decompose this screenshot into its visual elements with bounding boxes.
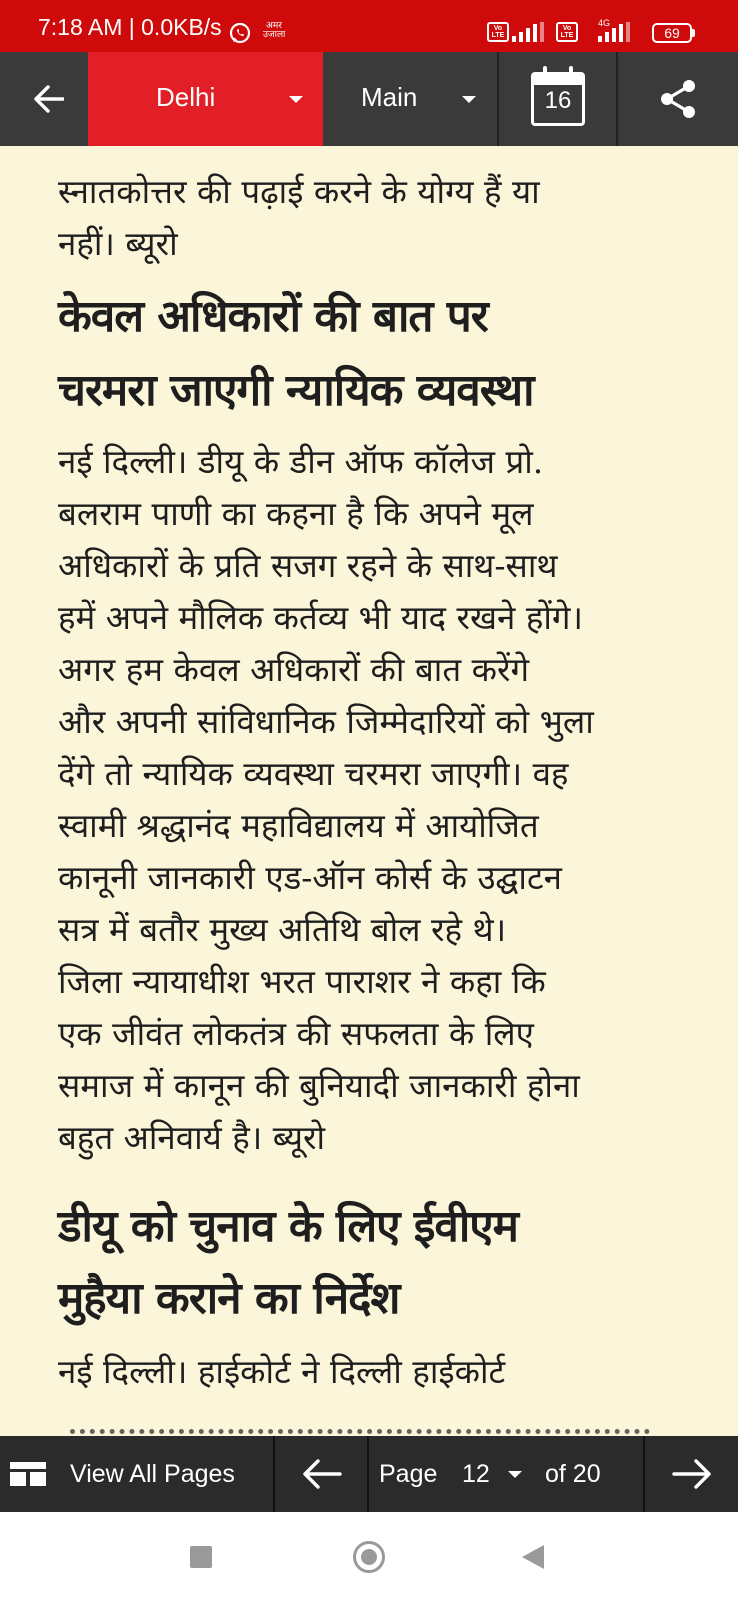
share-icon xyxy=(659,79,697,119)
article-text-line: नई दिल्ली। हाईकोर्ट ने दिल्ली हाईकोर्ट xyxy=(58,1352,506,1391)
article-text-line: जिला न्यायाधीश भरत पाराशर ने कहा कि xyxy=(58,962,546,1001)
headline: चरमरा जाएगी न्यायिक व्यवस्था xyxy=(58,365,534,416)
article-text-line: हमें अपने मौलिक कर्तव्य भी याद रखने होंगे। xyxy=(58,598,584,637)
back-button[interactable] xyxy=(0,52,88,146)
next-page-button[interactable] xyxy=(645,1436,738,1512)
app-notification-icon: अमर उजाला xyxy=(263,21,286,40)
article-text-line: कानूनी जानकारी एड-ऑन कोर्स के उद्घाटन xyxy=(58,858,562,897)
clipped-text-fragment xyxy=(70,146,680,152)
edition-dropdown[interactable] xyxy=(323,52,499,146)
calendar-icon xyxy=(531,72,585,126)
share-button[interactable] xyxy=(618,52,738,146)
recent-apps-icon[interactable] xyxy=(190,1546,212,1568)
arrow-left-icon xyxy=(302,1459,342,1489)
newspaper-page-viewer[interactable] xyxy=(0,146,738,1436)
whatsapp-notification-icon xyxy=(228,21,252,49)
arrow-right-icon xyxy=(672,1459,712,1489)
article-text-line: बलराम पाणी का कहना है कि अपने मूल xyxy=(58,494,534,533)
home-icon[interactable] xyxy=(353,1541,385,1573)
app-toolbar xyxy=(0,52,738,146)
caret-down-icon xyxy=(462,96,476,103)
current-page-number: 12 xyxy=(462,1460,490,1488)
article-text-line: नई दिल्ली। डीयू के डीन ऑफ कॉलेज प्रो. xyxy=(58,442,544,481)
page-navigation-bar xyxy=(0,1436,738,1512)
article-text-line: देंगे तो न्यायिक व्यवस्था चरमरा जाएगी। वह xyxy=(58,754,569,793)
signal-strength-icon xyxy=(512,22,546,46)
city-dropdown[interactable] xyxy=(88,52,323,146)
calendar-ring xyxy=(569,66,573,78)
view-all-pages-label: View All Pages xyxy=(70,1460,235,1488)
system-navigation-bar xyxy=(0,1512,738,1600)
article-text-line: बहुत अनिवार्य है। ब्यूरो xyxy=(58,1118,326,1157)
home-icon-dot xyxy=(361,1549,377,1565)
clipped-text-fragment xyxy=(70,1429,650,1436)
volte-badge: Vo LTE xyxy=(487,22,509,42)
date-picker-button[interactable] xyxy=(499,52,618,146)
article-text-line: स्वामी श्रद्धानंद महाविद्यालय में आयोजित xyxy=(58,806,539,845)
caret-down-icon xyxy=(289,96,303,103)
battery-tip xyxy=(692,29,695,37)
previous-page-button[interactable] xyxy=(275,1436,369,1512)
total-pages: of 20 xyxy=(545,1460,601,1488)
status-bar xyxy=(0,0,738,52)
calendar-date: 16 xyxy=(544,87,572,114)
article-text-line: नहीं। ब्यूरो xyxy=(58,224,178,263)
grid-pages-icon xyxy=(10,1462,46,1486)
battery-icon: 69 xyxy=(652,23,692,43)
view-all-pages-button[interactable] xyxy=(0,1436,275,1512)
article-text-line: एक जीवंत लोकतंत्र की सफलता के लिए xyxy=(58,1014,534,1053)
arrow-left-icon xyxy=(34,85,64,113)
network-type: 4G xyxy=(598,18,611,28)
article-text-line: और अपनी सांविधानिक जिम्मेदारियों को भुला xyxy=(58,702,594,741)
article-text-line: सत्र में बतौर मुख्य अतिथि बोल रहे थे। xyxy=(58,910,507,949)
article-text-line: स्नातकोत्तर की पढ़ाई करने के योग्य हैं या xyxy=(58,172,540,211)
article-text-line: अगर हम केवल अधिकारों की बात करेंगे xyxy=(58,650,530,689)
headline: डीयू को चुनाव के लिए ईवीएम xyxy=(58,1201,518,1252)
caret-down-icon xyxy=(508,1471,522,1478)
page-selector[interactable] xyxy=(369,1436,645,1512)
article-text-line: अधिकारों के प्रति सजग रहने के साथ-साथ xyxy=(58,546,558,585)
headline: केवल अधिकारों की बात पर xyxy=(58,291,488,342)
article-text-line: समाज में कानून की बुनियादी जानकारी होना xyxy=(58,1066,580,1105)
page-word: Page xyxy=(379,1460,438,1488)
calendar-ring xyxy=(543,66,547,78)
signal-strength-icon-2 xyxy=(598,22,632,46)
edition-label: Main xyxy=(361,82,418,112)
volte-badge-2: Vo LTE xyxy=(556,22,578,42)
city-label: Delhi xyxy=(156,82,216,112)
status-time: 7:18 AM | 0.0KB/s xyxy=(38,14,222,40)
system-back-icon[interactable] xyxy=(522,1545,544,1569)
headline: मुहैया कराने का निर्देश xyxy=(58,1273,400,1324)
calendar-header xyxy=(534,75,582,85)
